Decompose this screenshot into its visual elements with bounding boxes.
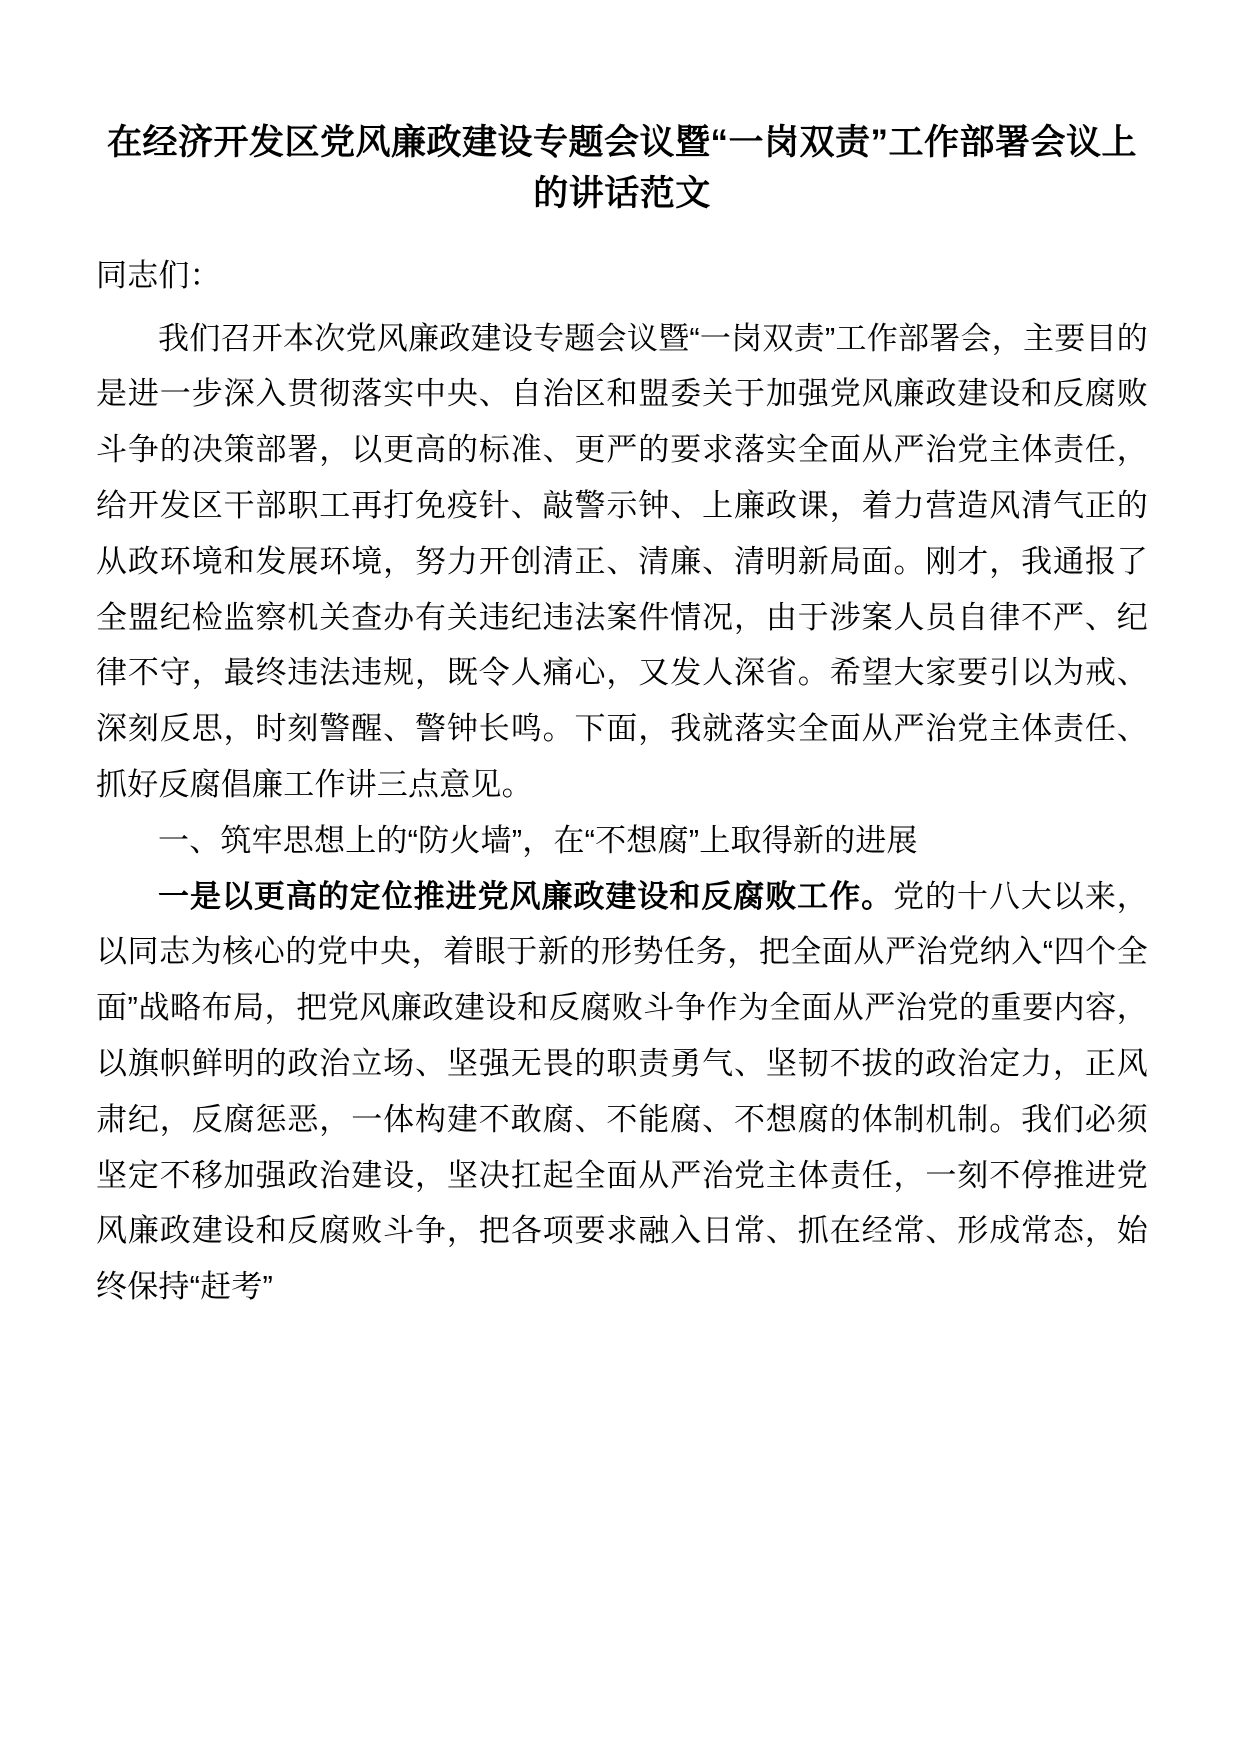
subsection-body-text: 党的十八大以来，以同志为核心的党中央，着眼于新的形势任务，把全面从严治党纳入“四个全面”战略布局，把党风廉政建设和反腐败斗争作为全面从严治党的重要内容，以旗帜鲜明的政治立场、坚强无畏的职责勇气、坚韧不拔的政治定力，正风肃纪，反腐惩恶，一体构建不敢腐、不能腐、不想腐的体制机制。我们必须坚定不移加强政治建设，坚决扛起全面从严治党主体责任，一刻不停推进党风廉政建设和反腐败斗争，把各项要求融入日常、抓在经常、形成常态，始终保持“赶考” <box>96 878 1148 1305</box>
subsection-lead-bold: 一是以更高的定位推进党风廉政建设和反腐败工作。 <box>158 878 894 914</box>
section-heading-one: 一、筑牢思想上的“防火墙”，在“不想腐”上取得新的进展 <box>158 822 918 858</box>
paragraph-opening: 我们召开本次党风廉政建设专题会议暨“一岗双责”工作部署会，主要目的是进一步深入贯彻落实中央、自治区和盟委关于加强党风廉政建设和反腐败斗争的决策部署，以更高的标准、更严的要求落实全面从严治党主体责任，给开发区干部职工再打免疫针、敲警示钟、上廉政课，着力营造风清气正的从政环境和发展环境，努力开创清正、清廉、清明新局面。刚才，我通报了全盟纪检监察机关查办有关违纪违法案件情况，由于涉案人员自律不严、纪律不守，最终违法违规，既令人痛心，又发人深省。希望大家要引以为戒、深刻反思，时刻警醒、警钟长鸣。下面，我就落实全面从严治党主体责任、抓好反腐倡廉工作讲三点意见。 <box>96 320 1148 803</box>
salutation: 同志们： <box>96 257 221 293</box>
paragraph-subsection-one <box>96 869 1148 1315</box>
page-title: 在经济开发区党风廉政建设专题会议暨“一岗双责”工作部署会议上的讲话范文 <box>106 123 1137 213</box>
